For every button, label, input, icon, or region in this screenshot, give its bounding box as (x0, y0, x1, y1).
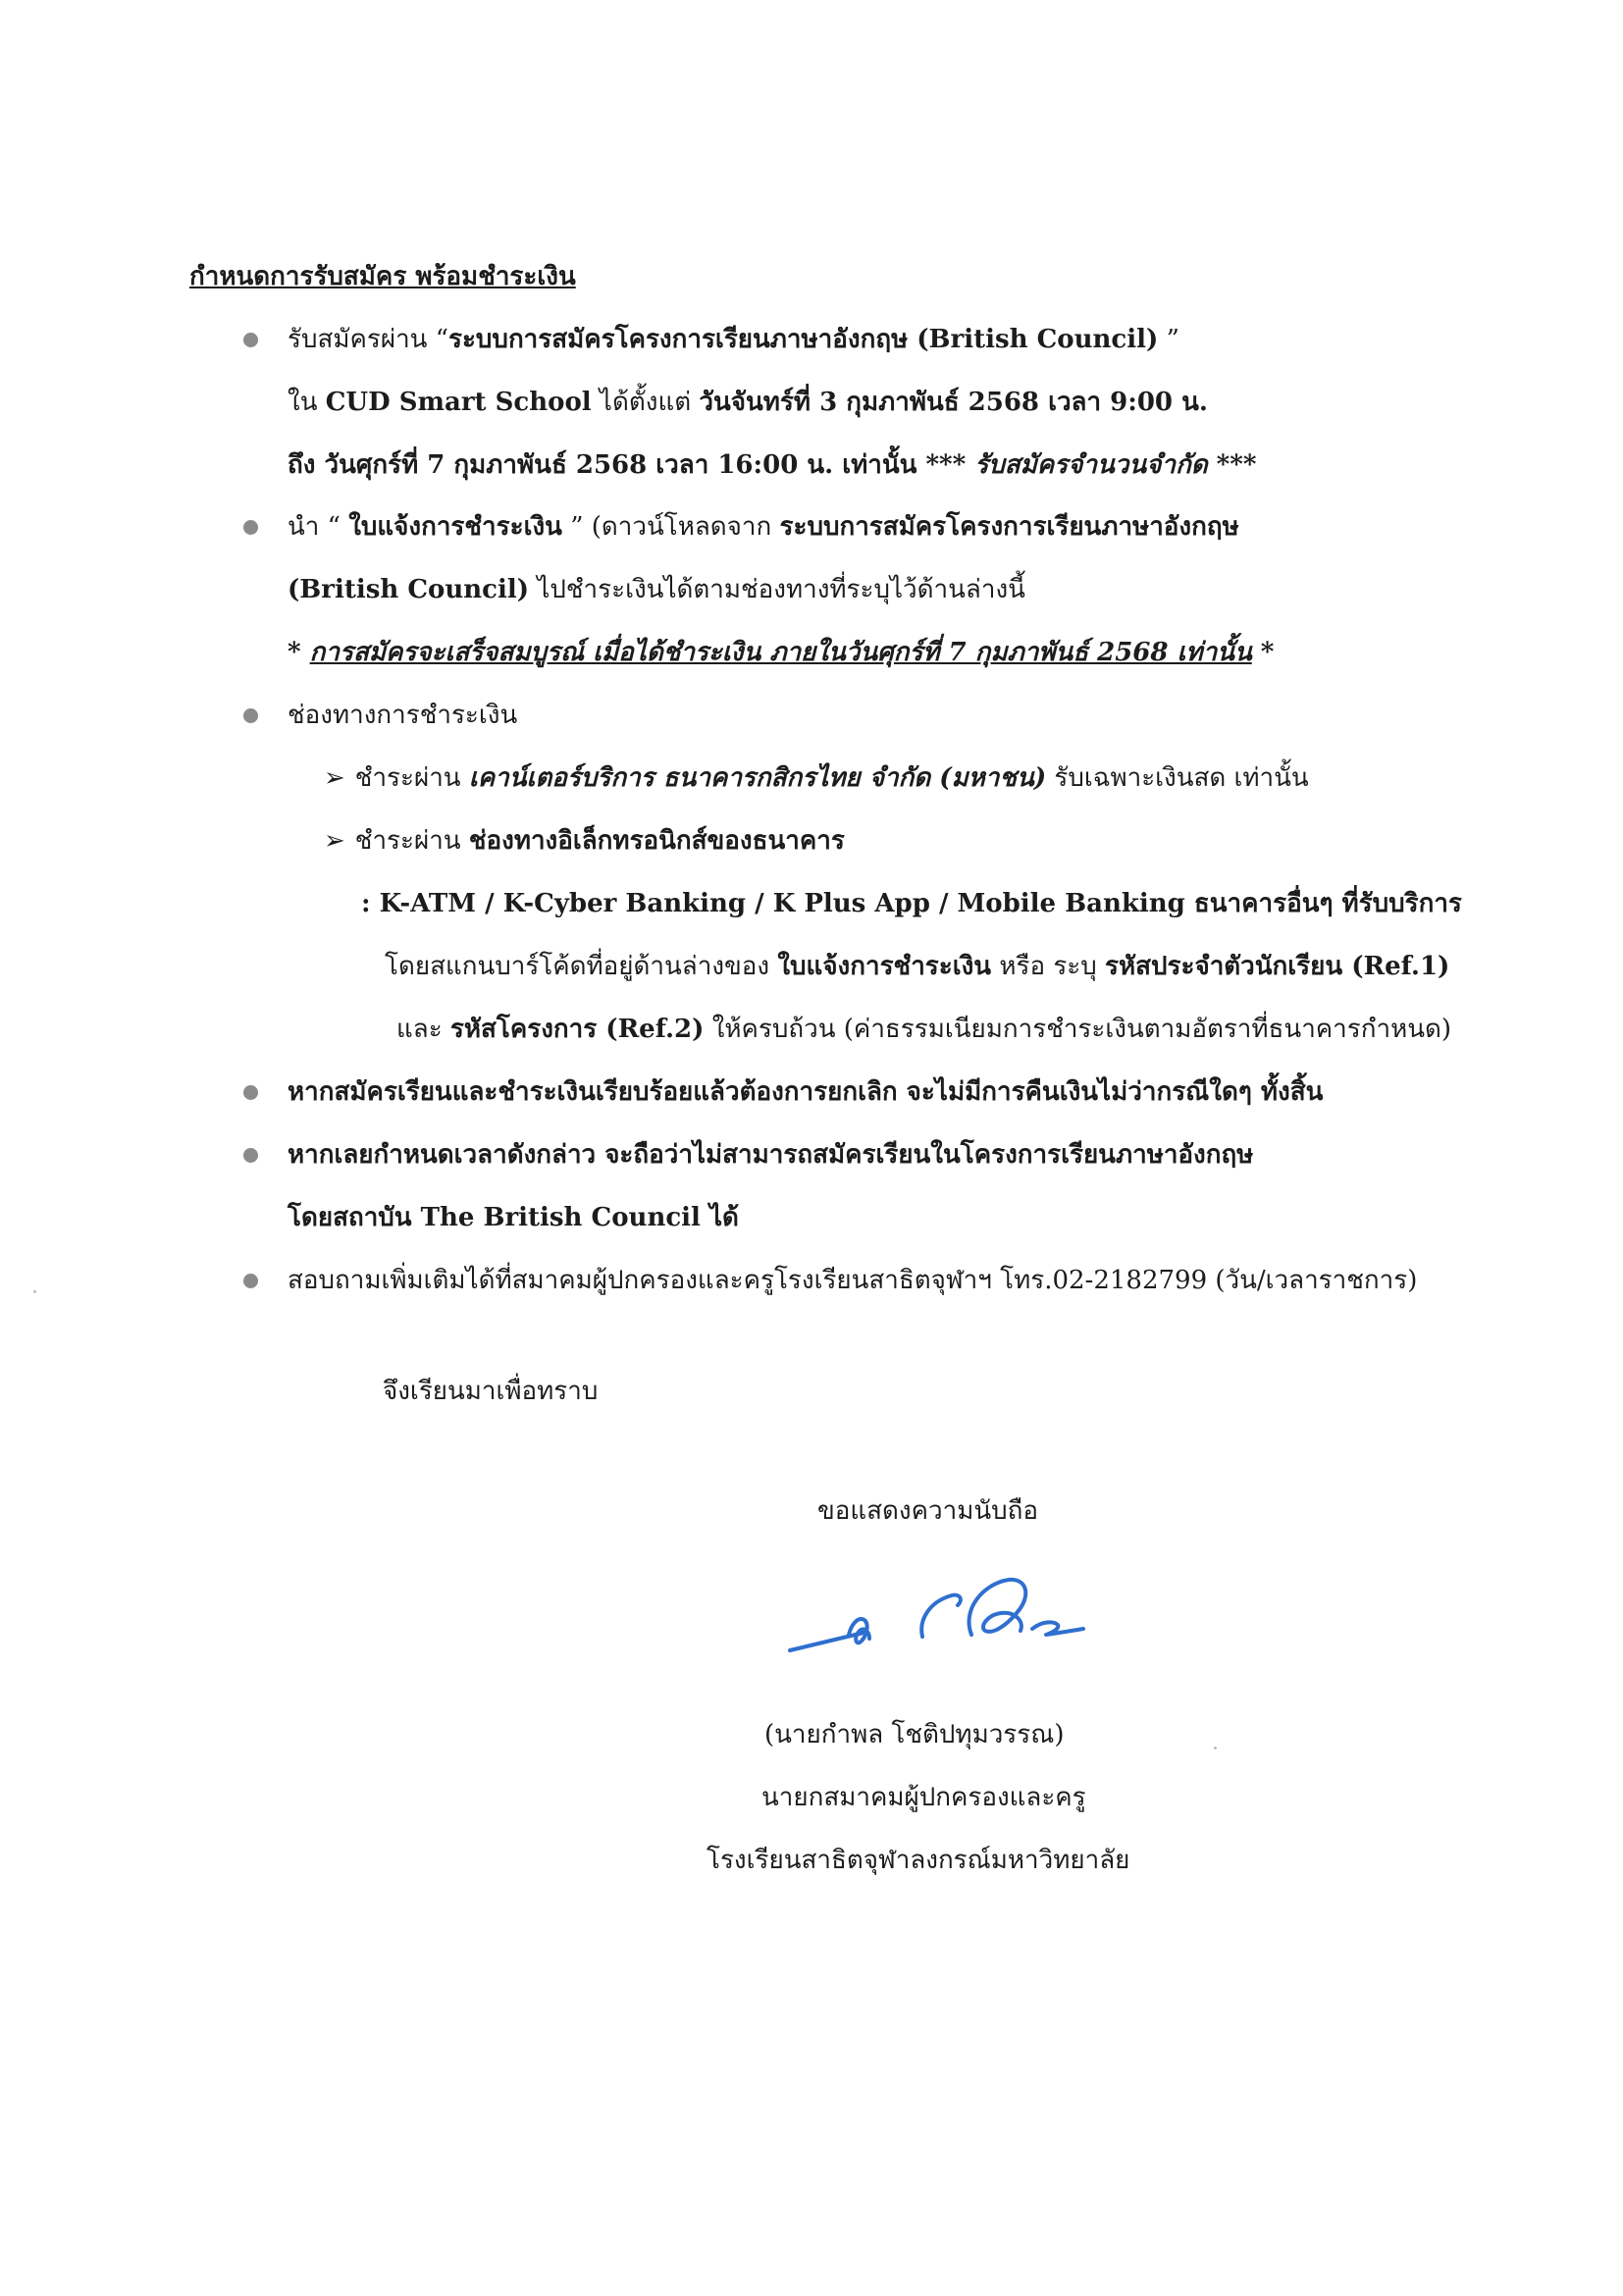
electronic-detail-line1: โดยสแกนบาร์โค้ดที่อยู่ด้านล่างของ ใบแจ้งการชำระเงิน หรือ ระบุ รหัสประจำตัวนักเรียน (Ref.1) (385, 952, 1450, 981)
bullet-icon (243, 1274, 258, 1288)
item2-line1: นำ “ ใบแจ้งการชำระเงิน ” (ดาวน์โหลดจาก ระบบการสมัครโครงการเรียนภาษาอังกฤษ (288, 512, 1239, 542)
handwritten-signature (775, 1540, 1128, 1678)
scan-speck (1214, 1747, 1217, 1749)
closing-text: จึงเรียนมาเพื่อทราบ (383, 1377, 599, 1406)
arrow-bullet-icon: ➢ (324, 826, 345, 856)
item6-text: สอบถามเพิ่มเติมได้ที่สมาคมผู้ปกครองและครูโรงเรียนสาธิตจุฬาฯ โทร.02-2182799 (วัน/เวลาราชการ) (288, 1266, 1418, 1295)
bullet-icon (243, 708, 258, 723)
bullet-icon (243, 333, 258, 347)
payment-option-electronic: ➢ ชำระผ่าน ช่องทางอิเล็กทรอนิกส์ของธนาคาร (324, 821, 845, 861)
section-heading: กำหนดการรับสมัคร พร้อมชำระเงิน (189, 262, 576, 291)
scan-speck (33, 1290, 36, 1293)
signature-stroke (1032, 1622, 1083, 1635)
bullet-icon (243, 520, 258, 535)
signature-stroke (849, 1619, 869, 1643)
item5-line1: หากเลยกำหนดเวลาดังกล่าว จะถือว่าไม่สามารถสมัครเรียนในโครงการเรียนภาษาอังกฤษ (288, 1140, 1254, 1170)
bullet-icon (243, 1148, 258, 1163)
item5-line2: โดยสถาบัน The British Council ได้ (288, 1203, 739, 1232)
signature-stroke (921, 1595, 961, 1637)
regards-text: ขอแสดงความนับถือ (817, 1496, 1038, 1526)
signer-organization: โรงเรียนสาธิตจุฬาลงกรณ์มหาวิทยาลัย (707, 1846, 1130, 1875)
item3-title: ช่องทางการชำระเงิน (288, 701, 518, 730)
item1-line2: ใน CUD Smart School ได้ตั้งแต่ วันจันทร์ที่ 3 กุมภาพันธ์ 2568 เวลา 9:00 น. (288, 388, 1208, 417)
item4-text: หากสมัครเรียนและชำระเงินเรียบร้อยแล้วต้องการยกเลิก จะไม่มีการคืนเงินไม่ว่ากรณีใดๆ ทั้งสิ้น (288, 1077, 1324, 1107)
signature-stroke (790, 1633, 864, 1650)
bullet-icon (243, 1085, 258, 1100)
signer-title: นายกสมาคมผู้ปกครองและครู (761, 1783, 1086, 1812)
signature-stroke (969, 1580, 1026, 1635)
item1-line1: รับสมัครผ่าน “ระบบการสมัครโครงการเรียนภาษาอังกฤษ (British Council) ” (288, 325, 1179, 354)
item2-line2: (British Council) ไปชำระเงินได้ตามช่องทางที่ระบุไว้ด้านล่างนี้ (288, 575, 1025, 604)
item2-line3: * การสมัครจะเสร็จสมบูรณ์ เมื่อได้ชำระเงิน ภายในวันศุกร์ที่ 7 กุมภาพันธ์ 2568 เท่านั้น * (288, 638, 1275, 667)
payment-option-counter: ➢ ชำระผ่าน เคาน์เตอร์บริการ ธนาคารกสิกรไทย จำกัด (มหาชน) รับเฉพาะเงินสด เท่านั้น (324, 758, 1309, 798)
signer-name: (นายกำพล โชติปทุมวรรณ) (764, 1720, 1065, 1749)
electronic-detail-line2: และ รหัสโครงการ (Ref.2) ให้ครบถ้วน (ค่าธรรมเนียมการชำระเงินตามอัตราที่ธนาคารกำหนด) (396, 1015, 1452, 1044)
arrow-bullet-icon: ➢ (324, 763, 345, 793)
electronic-channels: : K-ATM / K-Cyber Banking / K Plus App / Mobile Banking ธนาคารอื่นๆ ที่รับบริการ (361, 889, 1462, 918)
item1-line3: ถึง วันศุกร์ที่ 7 กุมภาพันธ์ 2568 เวลา 16:00 น. เท่านั้น *** รับสมัครจำนวนจำกัด *** (288, 450, 1257, 480)
